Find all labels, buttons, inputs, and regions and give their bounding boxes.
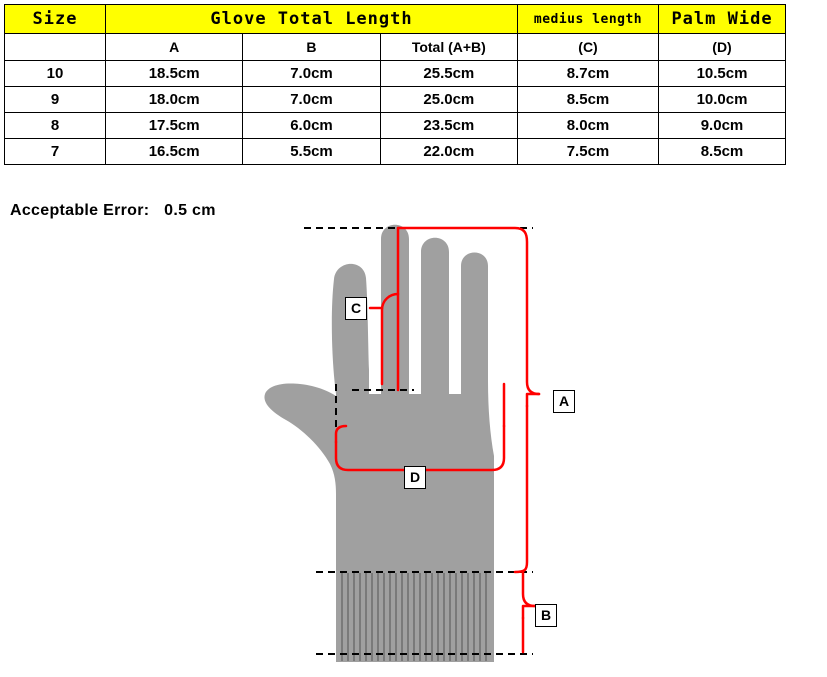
header-size: Size: [5, 5, 106, 34]
cell-a: 16.5cm: [106, 139, 243, 165]
table-row: [5, 87, 786, 113]
subheader-a: A: [106, 34, 243, 61]
cell-a: 18.5cm: [106, 61, 243, 87]
cell-a: 17.5cm: [106, 113, 243, 139]
callout-a: A: [553, 390, 575, 413]
cell-a: 18.0cm: [106, 87, 243, 113]
subheader-d: (D): [659, 34, 786, 61]
subheader-c: (C): [518, 34, 659, 61]
glove-shape: [264, 225, 494, 662]
table-row: [5, 113, 786, 139]
cell-total: 25.0cm: [380, 87, 517, 113]
cell-total: 23.5cm: [380, 113, 517, 139]
size-chart-table: [4, 4, 786, 165]
cell-d: 10.5cm: [659, 61, 786, 87]
cell-size: 9: [5, 87, 106, 113]
cell-d: 8.5cm: [659, 139, 786, 165]
table-row: [5, 61, 786, 87]
cell-c: 7.5cm: [518, 139, 659, 165]
cell-b: 7.0cm: [243, 61, 380, 87]
glove-measurement-diagram: [0, 194, 827, 677]
acceptable-error-value: 0.5 cm: [164, 202, 216, 219]
header-glove-total-length: Glove Total Length: [106, 5, 518, 34]
subheader-total: Total (A+B): [380, 34, 517, 61]
cell-b: 7.0cm: [243, 87, 380, 113]
header-medius-length: medius length: [518, 5, 659, 34]
callout-c: C: [345, 297, 367, 320]
cell-size: 7: [5, 139, 106, 165]
callout-d: D: [404, 466, 426, 489]
cell-d: 9.0cm: [659, 113, 786, 139]
subheader-b: B: [243, 34, 380, 61]
cell-b: 5.5cm: [243, 139, 380, 165]
header-palm-wide: Palm Wide: [659, 5, 786, 34]
cell-total: 25.5cm: [380, 61, 517, 87]
table-header-row: [5, 5, 786, 34]
callout-b: B: [535, 604, 557, 627]
subheader-blank: [5, 34, 106, 61]
cell-c: 8.7cm: [518, 61, 659, 87]
cell-size: 8: [5, 113, 106, 139]
table-subheader-row: [5, 34, 786, 61]
cell-c: 8.5cm: [518, 87, 659, 113]
cell-b: 6.0cm: [243, 113, 380, 139]
cell-d: 10.0cm: [659, 87, 786, 113]
table-row: [5, 139, 786, 165]
cell-size: 10: [5, 61, 106, 87]
cell-c: 8.0cm: [518, 113, 659, 139]
acceptable-error-label: Acceptable Error:: [10, 202, 150, 219]
cell-total: 22.0cm: [380, 139, 517, 165]
